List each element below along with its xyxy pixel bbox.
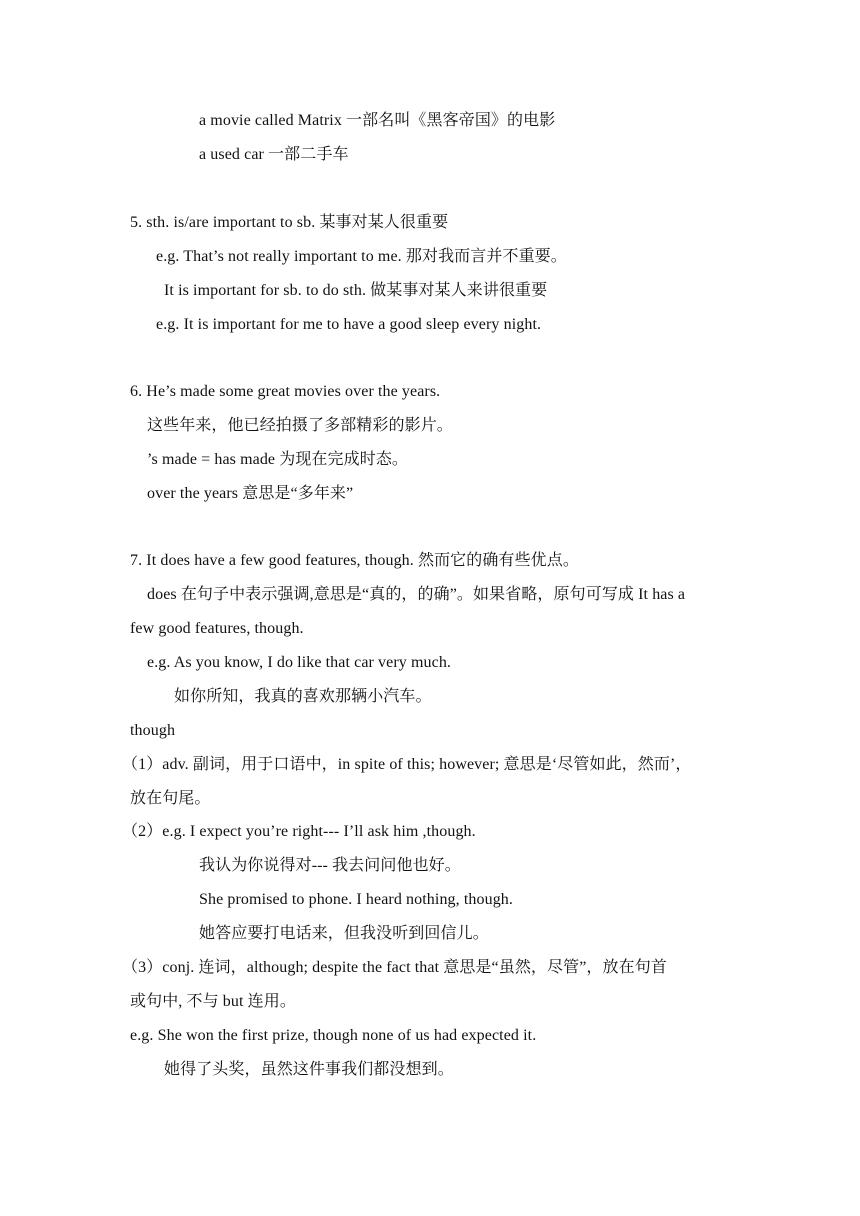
item-6-note-over-the-years: over the years 意思是“多年来”: [147, 485, 354, 502]
though-sense-1: （1）adv. 副词，用于口语中，in spite of this; however; 意思是‘尽管如此，然而’，: [122, 756, 692, 773]
though-sense-3-cont: 或句中, 不与 but 连用。: [130, 993, 296, 1010]
though-sense-2-example: （2）e.g. I expect you’re right--- I’ll ask him ,though.: [122, 823, 476, 840]
though-sense-3: （3）conj. 连词，although; despite the fact that 意思是“虽然，尽管”，放在句首: [122, 959, 667, 976]
though-sense-1-cont: 放在句尾。: [130, 790, 211, 807]
though-heading: though: [130, 722, 176, 739]
item-7-note-does-cont: few good features, though.: [130, 620, 304, 637]
item-6-heading: 6. He’s made some great movies over the years.: [130, 383, 441, 400]
item-5-example-2: e.g. It is important for me to have a good sleep every night.: [156, 316, 542, 333]
item-5-pattern: It is important for sb. to do sth. 做某事对某人来讲很重要: [164, 282, 548, 299]
item-7-example-translation: 如你所知，我真的喜欢那辆小汽车。: [174, 688, 432, 705]
item-7-heading: 7. It does have a few good features, though. 然而它的确有些优点。: [130, 552, 579, 569]
item-5-example-1: e.g. That’s not really important to me. 那对我而言并不重要。: [156, 248, 567, 265]
item-6-note-tense: ’s made = has made 为现在完成时态。: [147, 451, 409, 468]
though-sense-2-translation-2: 她答应要打电话来，但我没听到回信儿。: [199, 925, 489, 942]
though-sense-3-translation: 她得了头奖，虽然这件事我们都没想到。: [164, 1061, 454, 1078]
item-7-example: e.g. As you know, I do like that car very much.: [147, 654, 452, 671]
example-phrase-matrix: a movie called Matrix 一部名叫《黑客帝国》的电影: [199, 112, 556, 129]
item-6-translation: 这些年来，他已经拍摄了多部精彩的影片。: [147, 417, 453, 434]
item-5-heading: 5. sth. is/are important to sb. 某事对某人很重要: [130, 214, 449, 231]
item-7-note-does: does 在句子中表示强调,意思是“真的，的确”。如果省略，原句可写成 It has a: [147, 586, 686, 603]
though-sense-2-translation: 我认为你说得对--- 我去问问他也好。: [199, 857, 461, 874]
example-phrase-used-car: a used car 一部二手车: [199, 146, 349, 163]
though-sense-3-example: e.g. She won the first prize, though none of us had expected it.: [130, 1027, 537, 1044]
though-sense-2-example-2: She promised to phone. I heard nothing, though.: [199, 891, 513, 908]
